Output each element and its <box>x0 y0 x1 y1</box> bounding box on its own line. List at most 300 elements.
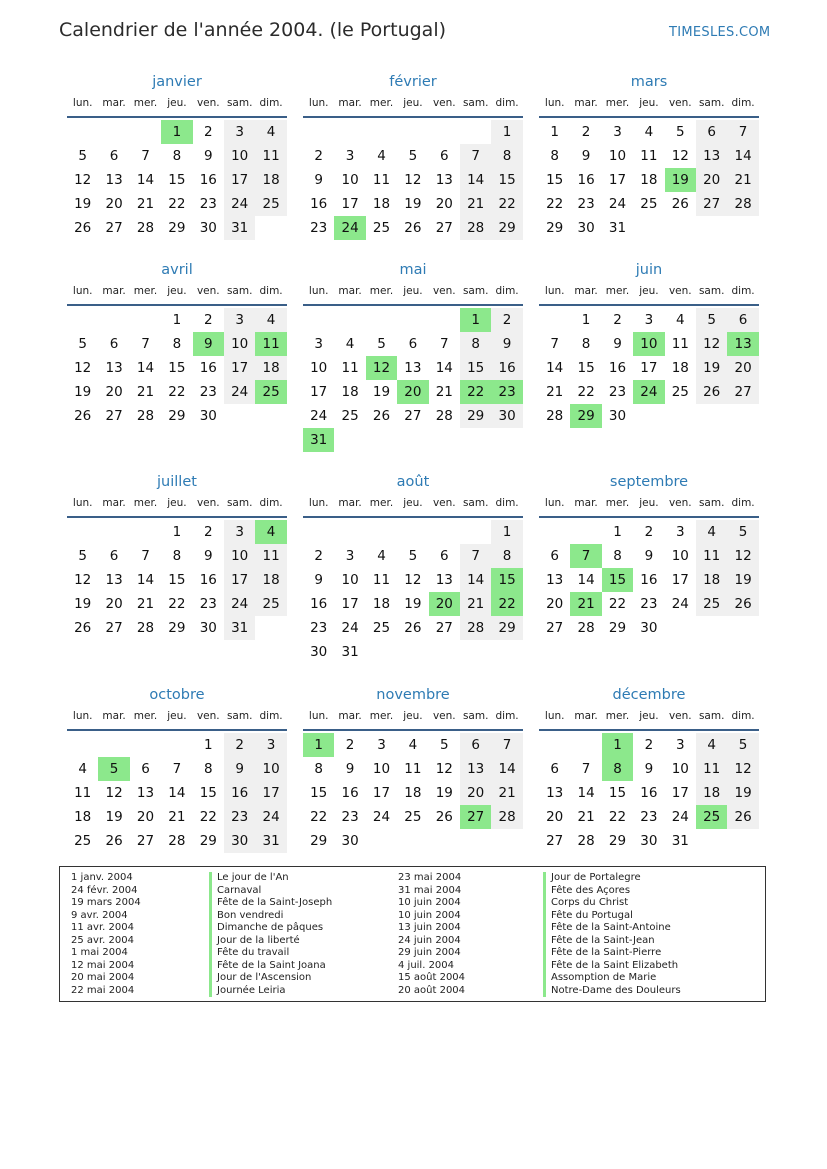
day-cell: 7 <box>460 144 491 168</box>
day-grid <box>539 120 759 264</box>
weekday-label: lun. <box>308 97 329 109</box>
day-cell: 3 <box>224 520 255 544</box>
day-cell: 6 <box>109 336 119 352</box>
day-cell: 13 <box>435 572 453 588</box>
day-cell: 2 <box>314 148 323 164</box>
day-grid <box>67 120 287 264</box>
day-cell: 22 <box>199 809 217 825</box>
day-cell: 3 <box>345 148 355 164</box>
day-cell: 14 <box>491 757 522 781</box>
day-cell: 2 <box>644 524 654 540</box>
weekday-label: ven. <box>668 97 692 109</box>
holiday-day-cell: 22 <box>460 380 491 404</box>
holiday-day-cell: 19 <box>665 168 696 192</box>
day-cell: 6 <box>109 148 119 164</box>
holiday-name: Jour de la liberté <box>209 935 300 948</box>
holiday-date: 10 juin 2004 <box>398 897 461 908</box>
weekday-label: lun. <box>544 497 565 509</box>
month-block <box>303 259 523 452</box>
weekday-label: mer. <box>369 497 394 509</box>
holiday-day-cell: 25 <box>255 380 286 404</box>
day-cell: 27 <box>435 620 453 636</box>
day-cell: 9 <box>491 332 522 356</box>
weekday-header <box>303 284 523 306</box>
day-cell: 13 <box>435 172 453 188</box>
day-cell: 19 <box>727 568 758 592</box>
day-cell: 12 <box>727 757 758 781</box>
day-cell: 28 <box>136 220 155 236</box>
day-cell: 4 <box>255 120 286 144</box>
day-cell: 31 <box>224 216 255 240</box>
day-cell: 11 <box>74 785 92 801</box>
day-cell: 14 <box>435 360 453 376</box>
day-cell: 17 <box>224 168 255 192</box>
day-cell: 21 <box>577 809 595 825</box>
page-title: Calendrier de l'année 2004. (le Portugal) <box>59 19 447 41</box>
holiday-day-cell: 9 <box>193 332 224 356</box>
day-cell: 12 <box>404 172 422 188</box>
month-name: juillet <box>157 474 197 490</box>
holiday-day-cell: 12 <box>366 356 397 380</box>
day-cell: 30 <box>577 220 595 236</box>
holiday-date: 19 mars 2004 <box>71 897 141 908</box>
weekday-label: dim. <box>495 97 519 109</box>
day-cell: 2 <box>644 737 654 753</box>
day-cell: 30 <box>199 220 217 236</box>
holiday-day-cell: 5 <box>98 757 129 781</box>
holiday-date: 23 mai 2004 <box>398 872 462 883</box>
day-cell: 26 <box>105 833 123 849</box>
weekday-label: sam. <box>462 710 489 722</box>
holiday-name: Notre-Dame des Douleurs <box>543 985 681 998</box>
day-cell: 21 <box>727 168 758 192</box>
weekday-label: lun. <box>72 497 93 509</box>
weekday-label: jeu. <box>167 497 187 509</box>
weekday-label: mar. <box>102 285 126 297</box>
day-cell: 19 <box>404 196 422 212</box>
weekday-label: sam. <box>698 710 725 722</box>
day-cell: 28 <box>546 408 564 424</box>
day-cell: 7 <box>727 120 758 144</box>
day-cell: 15 <box>199 785 217 801</box>
weekday-label: mer. <box>133 97 158 109</box>
day-cell: 3 <box>675 737 685 753</box>
day-cell: 26 <box>727 592 758 616</box>
day-cell: 26 <box>74 408 92 424</box>
weekday-label: sam. <box>226 710 253 722</box>
day-cell: 10 <box>372 761 391 777</box>
day-cell: 16 <box>199 360 217 376</box>
day-cell: 10 <box>224 332 255 356</box>
day-cell: 21 <box>136 596 155 612</box>
day-cell: 1 <box>581 312 591 328</box>
day-cell: 5 <box>78 148 87 164</box>
month-name: janvier <box>152 74 202 90</box>
day-cell: 31 <box>608 220 627 236</box>
day-cell: 14 <box>577 785 595 801</box>
month-block <box>303 684 523 877</box>
weekday-header <box>539 709 759 731</box>
day-grid <box>67 520 287 664</box>
day-cell: 8 <box>314 761 323 777</box>
day-cell: 11 <box>372 572 391 588</box>
day-cell: 5 <box>727 733 758 757</box>
holiday-day-cell: 15 <box>602 568 633 592</box>
day-cell: 4 <box>696 520 727 544</box>
weekday-label: dim. <box>259 285 283 297</box>
day-cell: 20 <box>136 809 155 825</box>
day-cell: 26 <box>74 620 92 636</box>
day-cell: 20 <box>727 356 758 380</box>
month-name: octobre <box>149 687 205 703</box>
holiday-day-cell: 25 <box>696 805 727 829</box>
day-cell: 11 <box>255 544 286 568</box>
day-cell: 18 <box>372 196 391 212</box>
day-cell: 17 <box>640 360 658 376</box>
day-cell: 16 <box>608 360 627 376</box>
day-cell: 14 <box>577 572 595 588</box>
weekday-label: ven. <box>432 497 456 509</box>
day-cell: 18 <box>640 172 658 188</box>
day-grid <box>303 308 523 452</box>
holiday-date: 10 juin 2004 <box>398 909 461 921</box>
day-cell: 2 <box>203 124 213 140</box>
day-cell: 7 <box>581 761 591 777</box>
day-cell: 28 <box>577 833 595 849</box>
day-cell: 29 <box>199 833 217 849</box>
weekday-header <box>303 709 523 731</box>
day-cell: 24 <box>608 196 627 212</box>
day-cell: 20 <box>546 596 564 612</box>
day-cell: 26 <box>74 220 92 236</box>
day-cell: 28 <box>727 192 758 216</box>
holiday-name: Corps du Christ <box>543 897 628 910</box>
day-cell: 4 <box>78 761 87 777</box>
day-cell: 30 <box>199 620 217 636</box>
weekday-label: lun. <box>308 710 329 722</box>
month-block <box>539 684 759 877</box>
weekday-label: mar. <box>338 710 362 722</box>
weekday-label: lun. <box>308 497 329 509</box>
day-cell: 9 <box>203 548 213 564</box>
day-cell: 4 <box>377 548 386 564</box>
weekday-label: mar. <box>574 710 598 722</box>
day-cell: 28 <box>577 620 595 636</box>
day-cell: 6 <box>141 761 150 777</box>
day-cell: 30 <box>341 833 359 849</box>
day-cell: 8 <box>172 548 182 564</box>
month-block <box>67 684 287 877</box>
day-cell: 22 <box>168 196 186 212</box>
day-cell: 18 <box>404 785 422 801</box>
day-cell: 31 <box>341 644 359 660</box>
weekday-header <box>67 709 287 731</box>
holiday-name: Assomption de Marie <box>543 972 656 985</box>
holiday-date: 31 mai 2004 <box>398 884 462 896</box>
day-cell: 20 <box>105 196 123 212</box>
day-cell: 23 <box>199 196 217 212</box>
day-cell: 10 <box>671 548 689 564</box>
weekday-label: mar. <box>338 285 362 297</box>
day-cell: 21 <box>168 809 186 825</box>
day-cell: 13 <box>404 360 422 376</box>
day-cell: 6 <box>460 733 491 757</box>
weekday-label: sam. <box>698 497 725 509</box>
holiday-day-cell: 11 <box>255 332 286 356</box>
day-cell: 27 <box>435 220 453 236</box>
day-cell: 8 <box>203 761 213 777</box>
day-cell: 25 <box>372 620 391 636</box>
day-cell: 13 <box>105 572 123 588</box>
day-cell: 19 <box>727 781 758 805</box>
weekday-label: dim. <box>731 497 755 509</box>
weekday-header <box>303 496 523 518</box>
day-cell: 1 <box>172 312 182 328</box>
day-cell: 16 <box>199 572 217 588</box>
day-cell: 18 <box>255 356 286 380</box>
day-cell: 25 <box>255 192 286 216</box>
weekday-label: mar. <box>338 497 362 509</box>
day-cell: 26 <box>435 809 453 825</box>
weekday-label: jeu. <box>403 710 423 722</box>
weekday-label: jeu. <box>639 497 659 509</box>
day-grid <box>539 520 759 664</box>
day-cell: 19 <box>372 384 391 400</box>
day-cell: 8 <box>581 336 591 352</box>
weekday-label: dim. <box>731 710 755 722</box>
day-cell: 29 <box>168 620 186 636</box>
weekday-label: lun. <box>544 97 565 109</box>
weekday-label: ven. <box>668 710 692 722</box>
day-cell: 9 <box>314 572 323 588</box>
day-cell: 2 <box>224 733 255 757</box>
day-cell: 17 <box>310 384 328 400</box>
day-cell: 17 <box>671 572 689 588</box>
day-cell: 17 <box>224 356 255 380</box>
site-logo[interactable]: TIMESLES.COM <box>669 25 771 40</box>
weekday-label: mar. <box>102 710 126 722</box>
day-cell: 6 <box>439 548 449 564</box>
day-cell: 16 <box>310 196 328 212</box>
day-cell: 6 <box>696 120 727 144</box>
holiday-day-cell: 10 <box>633 332 664 356</box>
day-cell: 29 <box>310 833 328 849</box>
holiday-date: 13 juin 2004 <box>398 922 461 933</box>
day-cell: 25 <box>372 220 391 236</box>
day-cell: 4 <box>255 308 286 332</box>
day-cell: 23 <box>310 620 328 636</box>
holiday-date: 24 févr. 2004 <box>71 884 138 896</box>
day-cell: 12 <box>404 572 422 588</box>
holiday-day-cell: 8 <box>602 757 633 781</box>
day-cell: 28 <box>491 805 522 829</box>
day-cell: 10 <box>255 757 286 781</box>
day-cell: 14 <box>727 144 758 168</box>
month-name: décembre <box>612 687 686 703</box>
day-cell: 19 <box>74 596 92 612</box>
month-block <box>303 471 523 664</box>
day-cell: 27 <box>105 408 123 424</box>
day-grid <box>67 733 287 877</box>
holiday-name: Fête du travail <box>209 947 289 960</box>
day-cell: 25 <box>404 809 422 825</box>
day-cell: 17 <box>255 781 286 805</box>
day-grid <box>303 520 523 664</box>
holiday-name: Fête de la Saint-Jean <box>543 935 655 948</box>
day-cell: 10 <box>224 544 255 568</box>
day-cell: 5 <box>78 336 87 352</box>
day-cell: 23 <box>608 384 627 400</box>
holiday-date: 1 mai 2004 <box>71 947 128 958</box>
day-cell: 22 <box>546 196 564 212</box>
day-cell: 27 <box>105 620 123 636</box>
day-cell: 12 <box>74 172 92 188</box>
day-cell: 5 <box>78 548 87 564</box>
holiday-name: Fête de la Saint Elizabeth <box>543 960 678 973</box>
weekday-label: mer. <box>605 497 630 509</box>
weekday-label: jeu. <box>167 97 187 109</box>
holiday-name: Dimanche de pâques <box>209 922 323 935</box>
holiday-name: Journée Leiria <box>209 985 286 998</box>
day-cell: 1 <box>491 520 522 544</box>
day-cell: 28 <box>168 833 186 849</box>
weekday-label: jeu. <box>403 497 423 509</box>
month-name: août <box>396 474 430 490</box>
day-cell: 16 <box>341 785 359 801</box>
day-cell: 5 <box>439 737 449 753</box>
day-cell: 15 <box>491 168 522 192</box>
day-cell: 1 <box>203 737 213 753</box>
day-cell: 7 <box>141 548 150 564</box>
day-cell: 19 <box>74 384 92 400</box>
day-cell: 29 <box>460 404 491 428</box>
day-cell: 16 <box>491 356 522 380</box>
day-cell: 19 <box>74 196 92 212</box>
day-cell: 12 <box>74 360 92 376</box>
day-cell: 7 <box>172 761 182 777</box>
day-cell: 11 <box>696 757 727 781</box>
day-grid <box>67 308 287 452</box>
day-cell: 31 <box>255 829 286 853</box>
day-cell: 18 <box>671 360 689 376</box>
weekday-label: ven. <box>668 497 692 509</box>
weekday-label: lun. <box>72 710 93 722</box>
day-cell: 15 <box>608 785 627 801</box>
day-cell: 16 <box>199 172 217 188</box>
holiday-date: 15 août 2004 <box>398 972 466 983</box>
holiday-day-cell: 13 <box>727 332 758 356</box>
day-cell: 1 <box>172 524 182 540</box>
holiday-day-cell: 22 <box>491 592 522 616</box>
month-block <box>67 259 287 452</box>
holiday-date: 11 avr. 2004 <box>71 922 134 933</box>
day-cell: 20 <box>105 384 123 400</box>
day-cell: 21 <box>435 384 453 400</box>
day-cell: 13 <box>546 785 564 801</box>
holiday-day-cell: 31 <box>303 428 334 452</box>
day-cell: 25 <box>696 592 727 616</box>
day-cell: 30 <box>224 829 255 853</box>
weekday-label: mer. <box>369 710 394 722</box>
weekday-label: ven. <box>432 710 456 722</box>
day-grid <box>539 308 759 452</box>
day-cell: 2 <box>613 312 622 328</box>
weekday-label: sam. <box>462 497 489 509</box>
day-cell: 3 <box>345 548 355 564</box>
holiday-day-cell: 29 <box>570 404 601 428</box>
day-cell: 30 <box>608 408 627 424</box>
day-cell: 18 <box>255 568 286 592</box>
day-cell: 2 <box>314 548 323 564</box>
weekday-label: mer. <box>369 285 394 297</box>
day-cell: 4 <box>408 737 418 753</box>
holiday-date: 4 juil. 2004 <box>398 959 455 971</box>
weekday-label: dim. <box>259 710 283 722</box>
weekday-label: lun. <box>544 285 565 297</box>
day-cell: 29 <box>608 833 627 849</box>
day-cell: 23 <box>199 596 217 612</box>
holiday-day-cell: 1 <box>460 308 491 332</box>
day-cell: 9 <box>224 757 255 781</box>
weekday-label: sam. <box>226 97 253 109</box>
day-cell: 2 <box>491 308 522 332</box>
day-cell: 9 <box>613 336 622 352</box>
weekday-label: ven. <box>196 97 220 109</box>
day-cell: 20 <box>105 596 123 612</box>
day-cell: 25 <box>74 833 92 849</box>
weekday-label: ven. <box>668 285 692 297</box>
day-cell: 6 <box>439 148 449 164</box>
weekday-label: dim. <box>731 97 755 109</box>
day-cell: 14 <box>460 168 491 192</box>
holiday-day-cell: 1 <box>303 733 334 757</box>
day-cell: 15 <box>460 356 491 380</box>
day-cell: 21 <box>546 384 564 400</box>
day-cell: 29 <box>491 616 522 640</box>
day-cell: 7 <box>439 336 449 352</box>
day-cell: 13 <box>546 572 564 588</box>
day-cell: 7 <box>491 733 522 757</box>
day-cell: 18 <box>372 596 391 612</box>
day-cell: 28 <box>136 408 155 424</box>
holiday-day-cell: 1 <box>602 733 633 757</box>
day-cell: 24 <box>224 192 255 216</box>
day-cell: 26 <box>671 196 689 212</box>
day-cell: 3 <box>377 737 386 753</box>
day-cell: 3 <box>613 124 622 140</box>
day-cell: 5 <box>377 336 386 352</box>
weekday-label: dim. <box>495 710 519 722</box>
weekday-label: ven. <box>196 710 220 722</box>
holiday-day-cell: 1 <box>161 120 192 144</box>
holiday-date: 9 avr. 2004 <box>71 909 128 921</box>
day-cell: 27 <box>546 620 564 636</box>
day-cell: 22 <box>168 384 186 400</box>
holiday-name: Fête de la Saint-Antoine <box>543 922 671 935</box>
weekday-label: dim. <box>495 285 519 297</box>
day-cell: 19 <box>696 356 727 380</box>
weekday-label: sam. <box>226 497 253 509</box>
holiday-day-cell: 4 <box>255 520 286 544</box>
day-cell: 21 <box>460 592 491 616</box>
weekday-label: ven. <box>432 285 456 297</box>
day-cell: 14 <box>136 360 155 376</box>
day-cell: 8 <box>460 332 491 356</box>
month-block <box>303 71 523 264</box>
day-cell: 17 <box>341 596 359 612</box>
day-cell: 16 <box>640 572 658 588</box>
day-cell: 27 <box>696 192 727 216</box>
